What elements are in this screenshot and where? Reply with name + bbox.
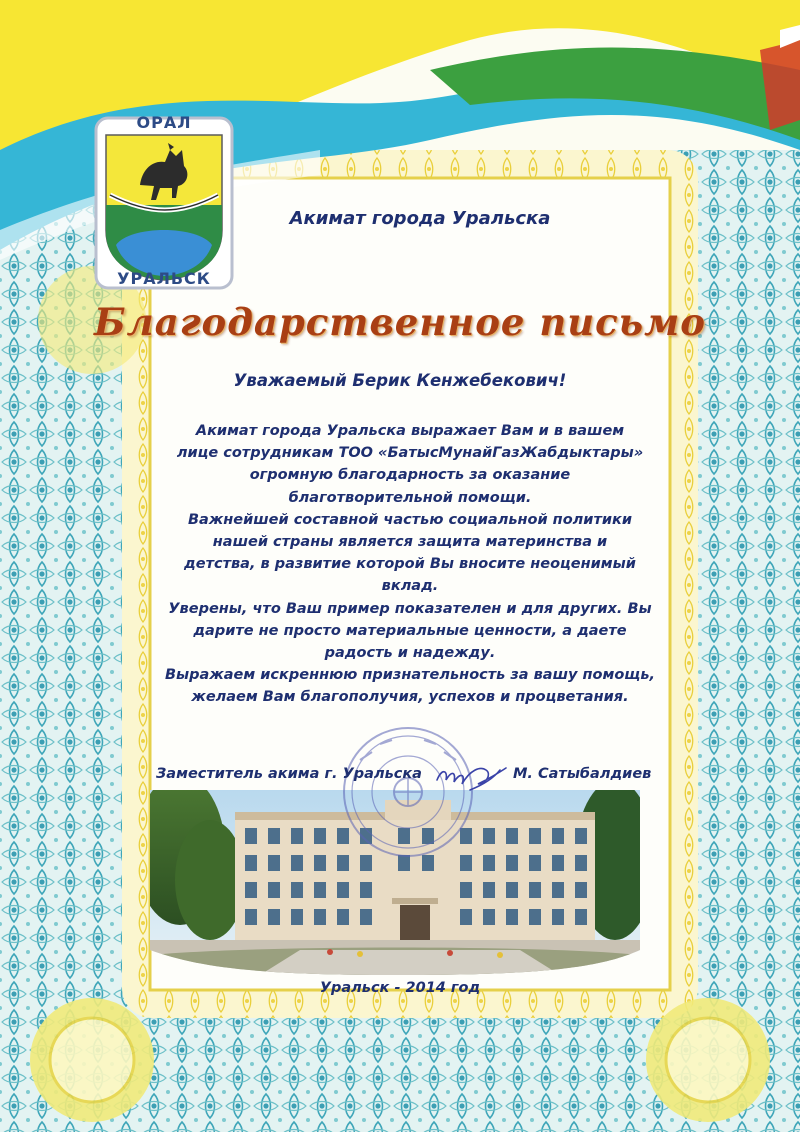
body-line: огромную благодарность за оказание	[249, 467, 571, 484]
body-line: Акимат города Уральска выражает Вам и в вашем	[195, 423, 625, 439]
body-line: Уверены, что Ваш пример показателен и для других. Вы	[168, 600, 652, 617]
signatory-name: М. Сатыбалдиев	[513, 766, 652, 782]
coat-of-arms-top-text: ОРАЛ	[136, 113, 192, 132]
body-line: желаем Вам благополучия, успехов и процветания.	[191, 689, 629, 706]
body-line: Выражаем искреннюю признательность за вашу помощь,	[165, 667, 655, 684]
coat-of-arms-icon	[96, 113, 232, 288]
building-photo	[135, 775, 655, 980]
body-line: благотворительной помощи.	[288, 489, 532, 506]
body-line: радость и надежду.	[324, 645, 496, 662]
body-line: нашей страны является защита материнства и	[212, 534, 608, 551]
letter-title: Благодарственное письмо	[94, 300, 706, 344]
body-line: Важнейшей составной частью социальной политики	[187, 511, 633, 528]
greeting: Уважаемый Берик Кенжебекович!	[233, 371, 567, 390]
letter-body	[150, 420, 670, 709]
body-line: вклад.	[381, 578, 439, 595]
body-line: лице сотрудникам ТОО «БатысМунайГазЖабдыктары»	[176, 445, 644, 462]
organization-title: Акимат города Уральска	[289, 208, 551, 229]
place-and-year: Уральск - 2014 год	[319, 980, 481, 996]
signatory-position: Заместитель акима г. Уральска	[156, 766, 422, 782]
body-line: дарите не просто материальные ценности, а даете	[193, 622, 627, 639]
coat-of-arms-bottom-text: УРАЛЬСК	[117, 269, 211, 288]
body-line: детства, в развитие которой Вы вносите неоценимый	[184, 556, 636, 573]
